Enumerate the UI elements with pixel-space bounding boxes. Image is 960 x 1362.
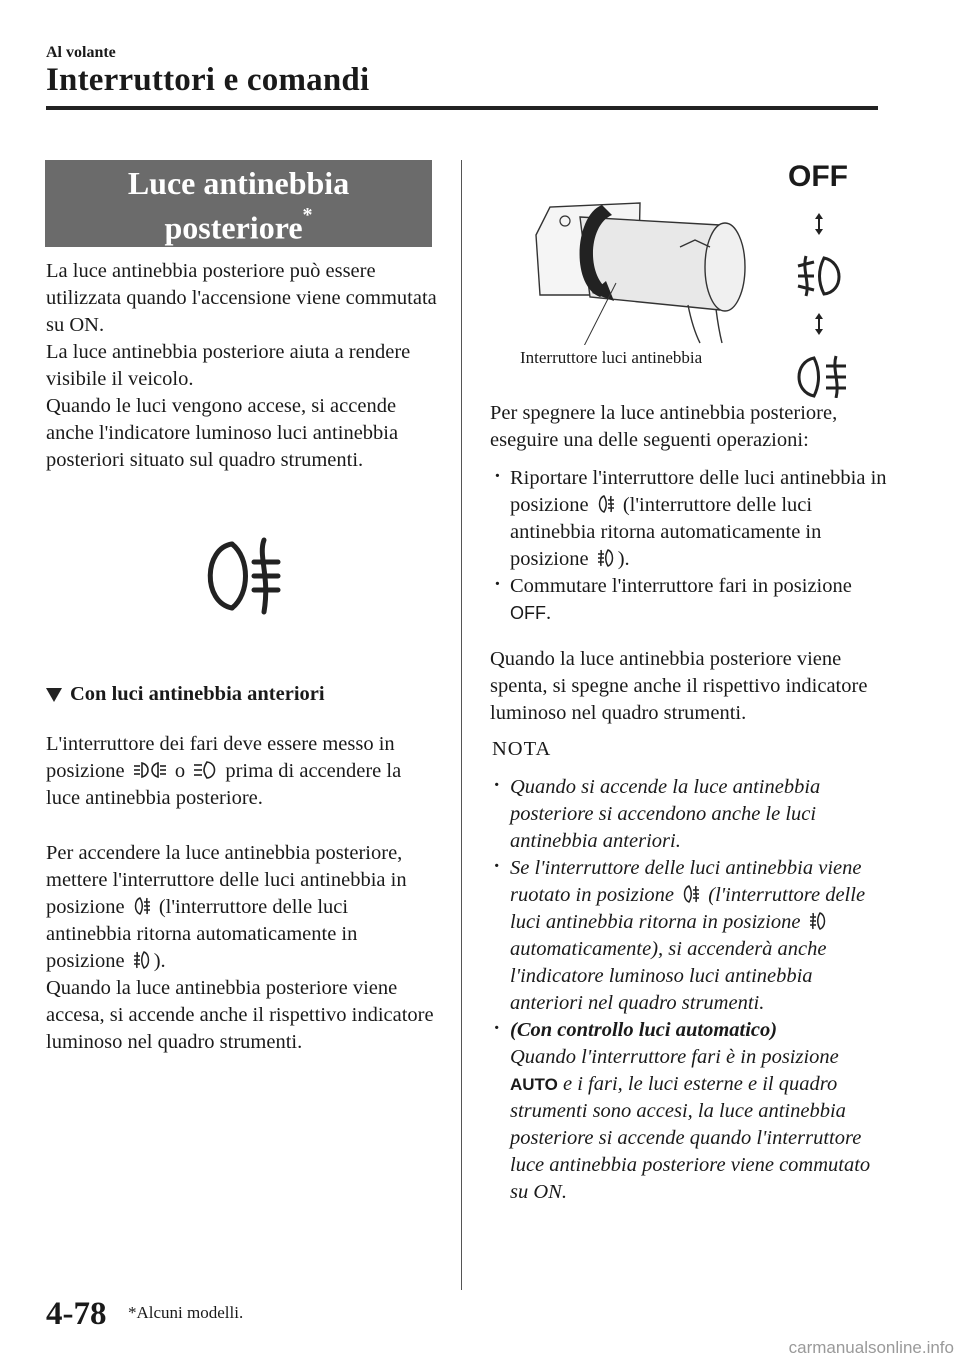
page-number: 4-78	[46, 1296, 107, 1332]
fog-switch-positions-diagram	[792, 212, 852, 398]
p5-text-c: ).	[153, 950, 166, 972]
n3-bold-text: (Con controllo luci automatico)	[510, 1019, 778, 1041]
n2-text-a: Se l'interruttore delle luci antinebbia viene ruotato in posizione	[510, 857, 862, 906]
subheading-text: Con luci antinebbia anteriori	[70, 683, 325, 705]
list-item	[490, 465, 890, 573]
left-paragraph-1: La luce antinebbia posteriore può essere utilizzata quando l'accensione viene commutata su ON.	[46, 260, 437, 336]
off-label: OFF	[510, 603, 546, 623]
n2-text-c: automaticamente), si accenderà anche l'indicatore luminoso luci antinebbia anteriori nel quadro strumenti.	[510, 938, 827, 1014]
section-label: Al volante	[46, 44, 116, 61]
front-fog-position-icon	[798, 256, 839, 296]
note-list	[490, 774, 890, 1206]
p5-text-b: (l'interruttore delle luci antinebbia ritorna automaticamente in posizione	[46, 896, 358, 972]
list-item	[490, 1017, 890, 1206]
watermark: carmanualsonline.info	[788, 1338, 954, 1357]
front-fog-inline-icon	[809, 911, 827, 931]
p5-text-a: Per accendere la luce antinebbia posteriore, mettere l'interruttore delle luci antinebbia in posizione	[46, 842, 407, 918]
b1-text-b: (l'interruttore delle luci antinebbia ritorna automaticamente in posizione	[510, 494, 822, 570]
auto-label: AUTO	[510, 1075, 558, 1094]
figure-caption: Interruttore luci antinebbia	[520, 348, 703, 367]
heading-line2	[45, 202, 432, 247]
b2-text-a: Commutare l'interruttore fari in posizione	[510, 575, 852, 597]
p4-text-a: L'interruttore dei fari deve essere messo in posizione	[46, 733, 395, 782]
subheading	[46, 683, 325, 706]
left-paragraph-6: Quando la luce antinebbia posteriore viene accesa, si accende anche il rispettivo indicatore luminoso nel quadro strumenti.	[46, 977, 434, 1053]
rear-fog-inline-icon	[597, 494, 615, 514]
b1-text-a: Riportare l'interruttore delle luci antinebbia in posizione	[510, 467, 887, 516]
footnote: *Alcuni modelli.	[128, 1303, 244, 1322]
left-paragraph-2: La luce antinebbia posteriore aiuta a rendere visibile il veicolo.	[46, 341, 411, 390]
rear-fog-indicator-icon	[198, 536, 284, 616]
headlight-icon	[193, 760, 217, 780]
off-methods-list	[490, 465, 890, 627]
figure-off-label: OFF	[788, 160, 848, 193]
fog-switch-illustration	[520, 185, 750, 345]
rear-fog-inline-icon	[133, 896, 151, 916]
heading-asterisk: *	[302, 204, 313, 226]
right-paragraph-2: Quando la luce antinebbia posteriore viene spenta, si spegne anche il rispettivo indicatore luminoso nel quadro strumenti.	[490, 648, 868, 724]
triangle-bullet-icon	[46, 688, 62, 702]
heading-line2-text: posteriore	[164, 209, 303, 246]
column-divider	[461, 160, 462, 1290]
left-paragraph-3: Quando le luci vengono accese, si accende anche l'indicatore luminoso luci antinebbia posteriori situato sul quadro strumenti.	[46, 395, 399, 471]
front-fog-inline-icon	[133, 950, 151, 970]
p4-text-b: prima di accendere la luce antinebbia posteriore.	[46, 760, 402, 809]
list-item	[490, 573, 890, 627]
p4-text-or: o	[174, 760, 186, 782]
list-item	[490, 855, 890, 1017]
page-title: Interruttori e comandi	[46, 62, 370, 98]
n3-text-b: e i fari, le luci esterne e il quadro strumenti sono accesi, la luce antinebbia posteriore si accende quando l'interruttore luce antinebbia posteriore viene commutato su ON.	[510, 1073, 871, 1203]
title-rule	[46, 106, 878, 110]
note-heading: NOTA	[492, 738, 552, 760]
list-item: · Quando si accende la luce antinebbia posteriore si accendono anche le luci antinebbia anteriori.	[490, 774, 890, 855]
left-paragraph-4	[46, 731, 438, 812]
section-heading	[45, 160, 432, 247]
n2-text-b: (l'interruttore delle luci antinebbia ritorna in posizione	[510, 884, 866, 933]
b1-text-c: ).	[617, 548, 630, 570]
left-paragraph-5	[46, 840, 438, 975]
right-paragraph-1: Per spegnere la luce antinebbia posteriore, eseguire una delle seguenti operazioni:	[490, 402, 838, 451]
rear-fog-inline-icon	[682, 884, 700, 904]
parking-lights-icon	[133, 760, 167, 780]
heading-line1: Luce antinebbia	[127, 165, 350, 201]
n3-text-a: Quando l'interruttore fari è in posizione	[510, 1046, 839, 1068]
b2-text-b: .	[546, 602, 552, 624]
rear-fog-position-icon	[799, 356, 846, 398]
front-fog-inline-icon	[597, 548, 615, 568]
